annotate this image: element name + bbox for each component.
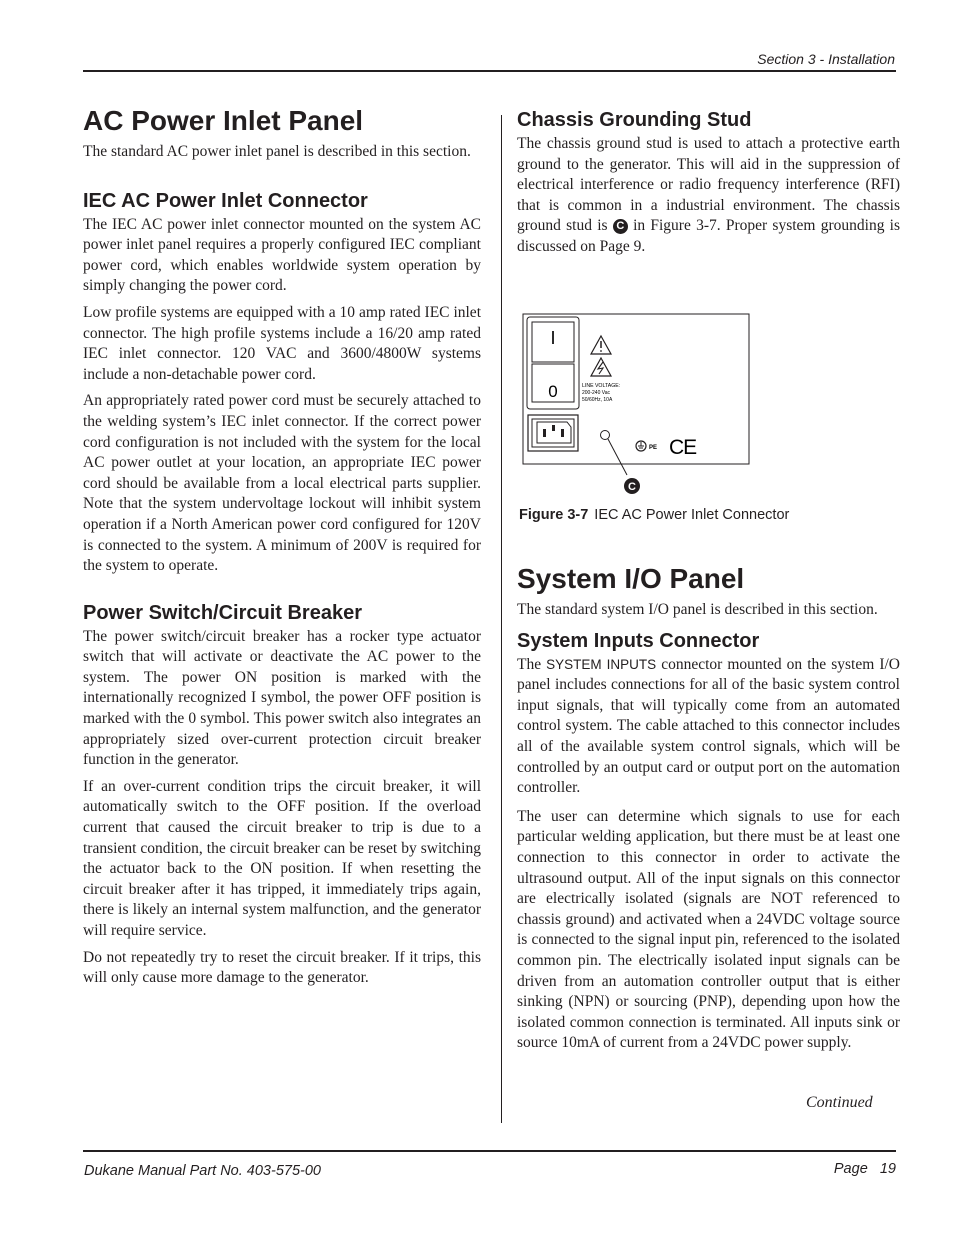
io-section bbox=[517, 562, 900, 1060]
iec-heading: IEC AC Power Inlet Connector bbox=[83, 189, 368, 212]
grounding-text-b: in Figure 3-7. Proper system grounding is discussed on Page 9. bbox=[517, 217, 901, 255]
system-inputs-text-b: connector mounted on the system I/O panel includes connections for all of the basic system control input signals, that will typically come from an automated control system. The cable attached to this connector includes all of the available system control signals, which will be controlled by an output card or output port on the automation controller. bbox=[517, 655, 900, 797]
figure-caption-label: Figure 3-7 bbox=[519, 507, 589, 523]
power-switch-paragraph-1: The power switch/circuit breaker has a rocker type actuator switch that will activate or deactivate the AC power to the system. The power ON position is marked with the internationally recognized I symbol, the power OFF position is marked with the 0 symbol. This power switch also integrates an appropriately sized over-current protection circuit breaker function in the generator. bbox=[83, 627, 481, 769]
switch-off-symbol: 0 bbox=[548, 382, 558, 401]
protective-earth-icon bbox=[636, 441, 646, 451]
footer-part-number: Dukane Manual Part No. 403-575-00 bbox=[84, 1163, 321, 1179]
header-rule bbox=[83, 70, 896, 72]
left-column bbox=[83, 104, 481, 995]
iec-paragraph-1: The IEC AC power inlet connector mounted on the system AC power inlet panel requires a properly configured IEC compliant power cord, which enables worldwide system operation by simply changing the power cord. bbox=[83, 215, 481, 295]
power-switch-paragraph-3: Do not repeatedly try to reset the circuit breaker. If it trips, this will only cause more damage to the generator. bbox=[83, 948, 481, 987]
footer-rule bbox=[83, 1150, 896, 1152]
power-switch-heading: Power Switch/Circuit Breaker bbox=[83, 601, 362, 624]
system-inputs-paragraph-2: The user can determine which signals to use for each particular welding application, but there must be at least one connection to this connector in order to activate the ultrasound output. All of the input signals on this connector are electrically isolated (signals are NOT referenced to chassis ground) and activated when a 24VDC voltage source is connected to the signal input pin, referenced to the isolated common pin. The electrically isolated input signals can be driven from an automation controller output that is either sinking (NPN) or sourcing (PNP), depending upon how the isolated common connection is terminated. All inputs sink or source 10mA of current from a 24VDC power supply. bbox=[517, 807, 900, 1052]
iec-inlet-connector bbox=[528, 415, 578, 451]
switch-on-symbol: I bbox=[550, 328, 556, 348]
callout-c-letter: C bbox=[628, 481, 636, 493]
system-inputs-connector-name: SYSTEM INPUTS bbox=[546, 656, 657, 672]
voltage-label-line2: 200-240 Vac bbox=[582, 390, 610, 396]
iec-inlet-panel-figure bbox=[519, 312, 751, 504]
iec-paragraph-2: Low profile systems are equipped with a 10 amp rated IEC inlet connector. The high profile systems include a 16/20 amp rated IEC inlet connector. 120 VAC and 3600/4800W systems include a non-detachable power cord. bbox=[83, 303, 481, 383]
ce-mark-icon: CE bbox=[669, 436, 697, 459]
io-title: System I/O Panel bbox=[517, 563, 745, 594]
footer-page-number: 19 bbox=[879, 1161, 896, 1177]
section-header: Section 3 - Installation bbox=[757, 51, 895, 67]
footer-page bbox=[834, 1161, 896, 1177]
pe-label: PE bbox=[649, 445, 658, 451]
continued-label: Continued bbox=[806, 1094, 873, 1111]
grounding-heading: Chassis Grounding Stud bbox=[517, 109, 752, 131]
callout-c-icon: C bbox=[613, 219, 628, 234]
ground-stud bbox=[601, 431, 610, 440]
voltage-label-line3: 50/60Hz, 10A bbox=[582, 397, 613, 403]
column-divider bbox=[501, 115, 502, 1123]
footer-page-label: Page bbox=[833, 1161, 868, 1177]
grounding-text-a: The chassis ground stud is used to attach a protective earth ground to the generator. This will aid in the suppression of electrical interference or radio frequency interference (RFI) that is common in a industrial environment. The chassis ground stud is bbox=[517, 135, 900, 235]
io-intro: The standard system I/O panel is described in this section. bbox=[517, 601, 878, 618]
intro-paragraph: The standard AC power inlet panel is described in this section. bbox=[83, 143, 471, 160]
grounding-paragraph bbox=[517, 134, 900, 258]
figure-caption-text: IEC AC Power Inlet Connector bbox=[594, 507, 790, 523]
system-inputs-text-a: The bbox=[517, 655, 542, 673]
right-column bbox=[517, 108, 900, 264]
system-inputs-heading: System Inputs Connector bbox=[517, 629, 760, 652]
system-inputs-paragraph-1 bbox=[517, 655, 900, 799]
iec-paragraph-3: An appropriately rated power cord must be securely attached to the welding system’s IEC inlet connector. If the correct power cord configuration is not included with the system for the local AC power outlet at your location, an appropriate IEC power cord should be available from a local electrical parts supplier. Note that the system undervoltage lockout will inhibit system operation if a North American power cord configured for 120V is connected to the system. A minimum of 200V is required for the system to operate. bbox=[83, 392, 481, 575]
figure-caption bbox=[519, 507, 789, 523]
page-title: AC Power Inlet Panel bbox=[83, 105, 364, 136]
power-switch-paragraph-2: If an over-current condition trips the circuit breaker, it will automatically switch to the OFF position. If the overload current that caused the circuit breaker to trip is due to a transient condition, the circuit breaker can be reset by switching the actuator back to the ON position. If when resetting the circuit breaker after it has tripped, it immediately trips again, there is likely an internal system malfunction, and the generator will require service. bbox=[83, 777, 481, 939]
voltage-label-line1: LINE VOLTAGE: bbox=[582, 383, 621, 389]
